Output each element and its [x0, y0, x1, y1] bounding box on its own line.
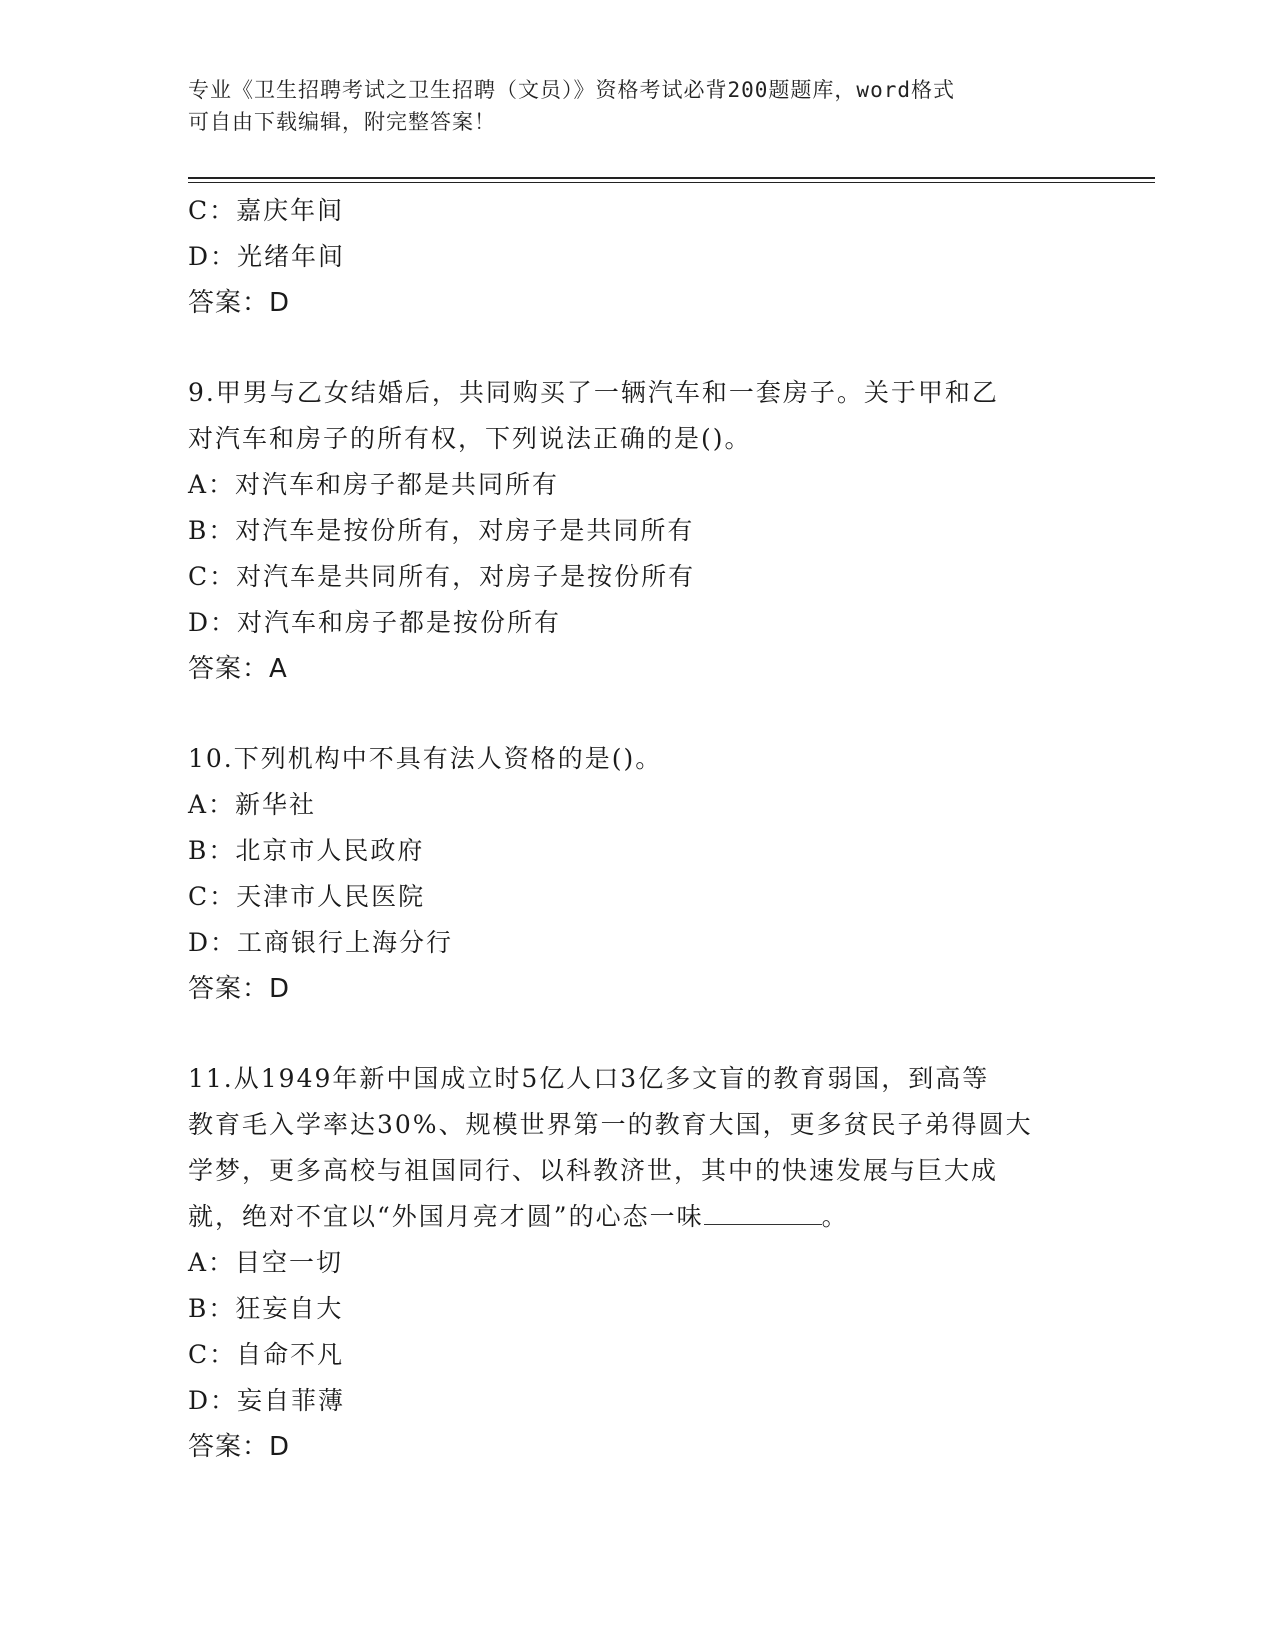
spacer: [188, 326, 1088, 370]
header-title-line2: 可自由下载编辑，附完整答案！: [188, 110, 496, 134]
question-stem: 学梦，更多高校与祖国同行、以科教济世，其中的快速发展与巨大成: [188, 1156, 999, 1185]
question-11: [188, 1056, 1088, 1470]
question-stem: [188, 1194, 1088, 1240]
option-a: A：对汽车和房子都是共同所有: [188, 470, 560, 499]
option-b: B：北京市人民政府: [188, 836, 425, 865]
question-stem: 对汽车和房子的所有权，下列说法正确的是()。: [188, 424, 752, 453]
answer: 答案：D: [188, 974, 291, 1004]
spacer: [188, 1012, 1088, 1056]
stem-text: 就，绝对不宜以“外国月亮才圆”的心态一味: [188, 1202, 704, 1231]
stem-text: 。: [821, 1202, 849, 1231]
option-d: D：妄自菲薄: [188, 1386, 346, 1415]
question-list: [188, 188, 1088, 1470]
option-c: C：对汽车是共同所有，对房子是按份所有: [188, 562, 696, 591]
question-stem: 9.甲男与乙女结婚后，共同购买了一辆汽车和一套房子。关于甲和乙: [188, 378, 999, 407]
question-10: [188, 736, 1088, 1012]
option-c: C：嘉庆年间: [188, 196, 345, 225]
spacer: [188, 692, 1088, 736]
question-9: [188, 370, 1088, 692]
question-stem: 10.下列机构中不具有法人资格的是()。: [188, 744, 663, 773]
option-b: B：对汽车是按份所有，对房子是共同所有: [188, 516, 695, 545]
document-header: [188, 74, 1088, 138]
option-d: D：工商银行上海分行: [188, 928, 454, 957]
question-8-tail: [188, 188, 1088, 326]
option-c: C：自命不凡: [188, 1340, 345, 1369]
fill-in-blank: [704, 1194, 822, 1225]
question-stem: 教育毛入学率达30%、规模世界第一的教育大国，更多贫民子弟得圆大: [188, 1110, 1033, 1139]
header-divider-thin: [188, 182, 1155, 183]
option-b: B：狂妄自大: [188, 1294, 344, 1323]
answer: 答案：D: [188, 1432, 291, 1462]
header-title-line1: 专业《卫生招聘考试之卫生招聘（文员）》资格考试必背200题题库，word格式: [188, 78, 955, 102]
option-c: C：天津市人民医院: [188, 882, 426, 911]
answer: 答案：D: [188, 288, 291, 318]
answer: 答案：A: [188, 654, 288, 684]
option-a: A：新华社: [188, 790, 317, 819]
question-stem: 11.从1949年新中国成立时5亿人口3亿多文盲的教育弱国，到高等: [188, 1064, 990, 1093]
option-a: A：目空一切: [188, 1248, 344, 1277]
option-d: D：对汽车和房子都是按份所有: [188, 608, 562, 637]
option-d: D：光绪年间: [188, 242, 346, 271]
header-divider-thick: [188, 177, 1155, 179]
